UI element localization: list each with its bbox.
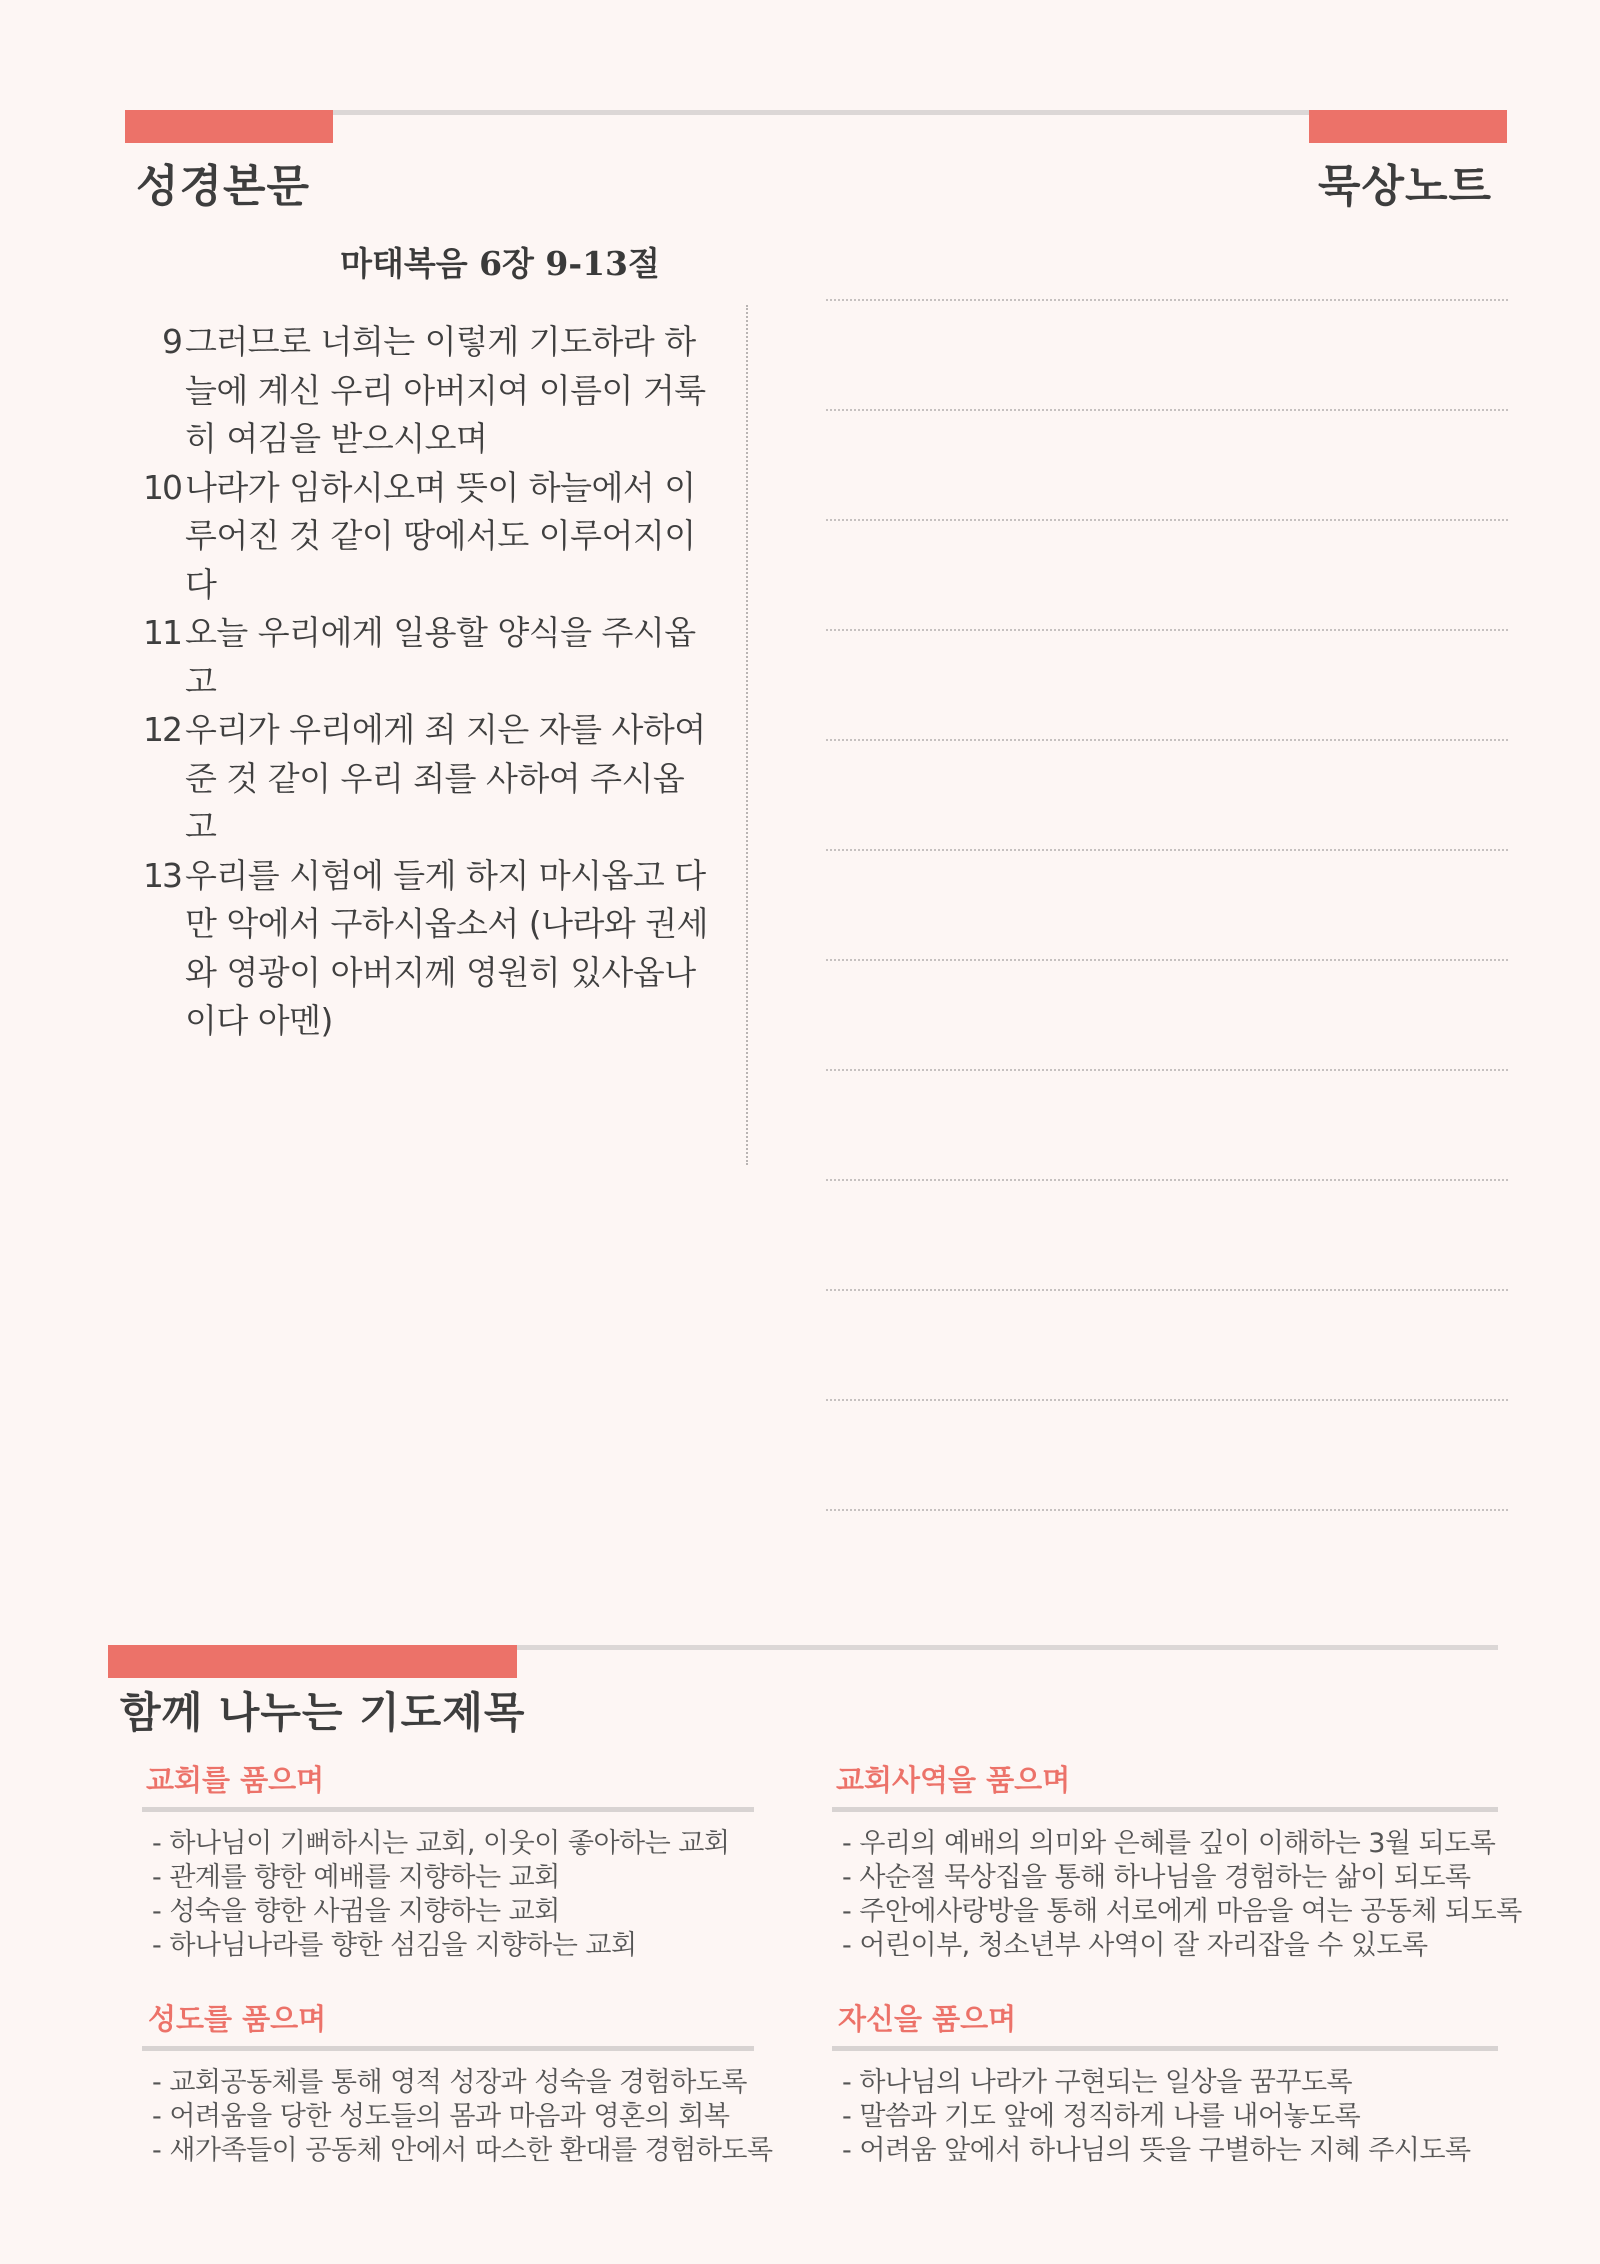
list-item: - 어린이부, 청소년부 사역이 잘 자리잡을 수 있도록	[842, 1930, 1428, 1961]
meditation-title-accent-bar	[1309, 110, 1507, 143]
list-item: - 교회공동체를 통해 영적 성장과 성숙을 경험하도록	[152, 2067, 747, 2098]
prayer-group-heading-church: 교회를 품으며	[146, 1763, 325, 1797]
note-line	[826, 1069, 1508, 1071]
prayer-list-self	[842, 2066, 1471, 2168]
verse-number: 9	[162, 322, 181, 361]
note-line	[826, 299, 1508, 301]
verse-12	[138, 706, 708, 852]
list-item: - 관계를 향한 예배를 지향하는 교회	[152, 1862, 560, 1893]
prayer-title-accent-bar	[108, 1645, 517, 1678]
prayer-group-heading-self: 자신을 품으며	[838, 2002, 1017, 2036]
note-line	[826, 629, 1508, 631]
column-divider	[746, 305, 748, 1165]
list-item: - 주안에사랑방을 통해 서로에게 마음을 여는 공동체 되도록	[842, 1896, 1522, 1927]
list-item: - 하나님이 기뻐하시는 교회, 이웃이 좋아하는 교회	[152, 1828, 730, 1859]
list-item: - 하나님의 나라가 구현되는 일상을 꿈꾸도록	[842, 2067, 1353, 2098]
verse-9	[138, 318, 708, 464]
prayer-list-ministry	[842, 1827, 1522, 1963]
prayer-group-heading-members: 성도를 품으며	[148, 2002, 327, 2036]
prayer-group-rule	[142, 2046, 754, 2051]
verse-13	[138, 852, 708, 1046]
bible-section-title: 성경본문	[136, 161, 311, 212]
list-item: - 사순절 묵상집을 통해 하나님을 경험하는 삶이 되도록	[842, 1862, 1471, 1893]
note-line	[826, 739, 1508, 741]
list-item: - 새가족들이 공동체 안에서 따스한 환대를 경험하도록	[152, 2135, 773, 2166]
note-line	[826, 1509, 1508, 1511]
verse-text: 오늘 우리에게 일용할 양식을 주시옵고	[185, 613, 696, 701]
prayer-group-rule	[832, 1807, 1498, 1812]
verse-number: 12	[143, 710, 181, 749]
verse-text: 나라가 임하시오며 뜻이 하늘에서 이루어진 것 같이 땅에서도 이루어지이다	[185, 467, 696, 604]
meditation-section-title: 묵상노트	[1318, 161, 1493, 212]
verse-10	[138, 464, 708, 610]
list-item: - 성숙을 향한 사귐을 지향하는 교회	[152, 1896, 560, 1927]
prayer-list-church	[152, 1827, 729, 1963]
verse-number: 13	[143, 855, 181, 895]
list-item: - 하나님나라를 향한 섬김을 지향하는 교회	[152, 1930, 637, 1961]
verse-text: 우리가 우리에게 죄 지은 자를 사하여 준 것 같이 우리 죄를 사하여 주시옵고	[185, 710, 706, 846]
verse-text: 그러므로 너희는 이렇게 기도하라 하늘에 계신 우리 아버지여 이름이 거룩히 여김을 받으시오며	[185, 322, 706, 458]
note-line	[826, 849, 1508, 851]
list-item: - 어려움 앞에서 하나님의 뜻을 구별하는 지혜 주시도록	[842, 2135, 1471, 2166]
prayer-group-heading-ministry: 교회사역을 품으며	[836, 1763, 1071, 1797]
passage-reference: 마태복음 6장 9-13절	[340, 244, 660, 283]
bible-verses	[138, 318, 708, 1046]
note-line	[826, 1399, 1508, 1401]
note-line	[826, 1179, 1508, 1181]
verse-11	[138, 609, 708, 706]
list-item: - 어려움을 당한 성도들의 몸과 마음과 영혼의 회복	[152, 2101, 730, 2132]
verse-text: 우리를 시험에 들게 하지 마시옵고 다만 악에서 구하시옵소서 (나라와 권세와 영광이 아버지께 영원히 있사옵나이다 아멘)	[185, 855, 709, 1040]
note-line	[826, 409, 1508, 411]
prayer-group-rule	[142, 1807, 754, 1812]
note-line	[826, 519, 1508, 521]
note-line	[826, 959, 1508, 961]
note-line	[826, 1289, 1508, 1291]
list-item: - 말씀과 기도 앞에 정직하게 나를 내어놓도록	[842, 2101, 1361, 2132]
verse-number: 11	[143, 613, 181, 652]
prayer-section-title: 함께 나누는 기도제목	[120, 1688, 526, 1737]
list-item: - 우리의 예배의 의미와 은혜를 깊이 이해하는 3월 되도록	[842, 1828, 1496, 1859]
bible-title-accent-bar	[125, 110, 333, 143]
prayer-group-rule	[832, 2046, 1498, 2051]
prayer-list-members	[152, 2066, 773, 2168]
verse-number: 10	[143, 467, 181, 507]
